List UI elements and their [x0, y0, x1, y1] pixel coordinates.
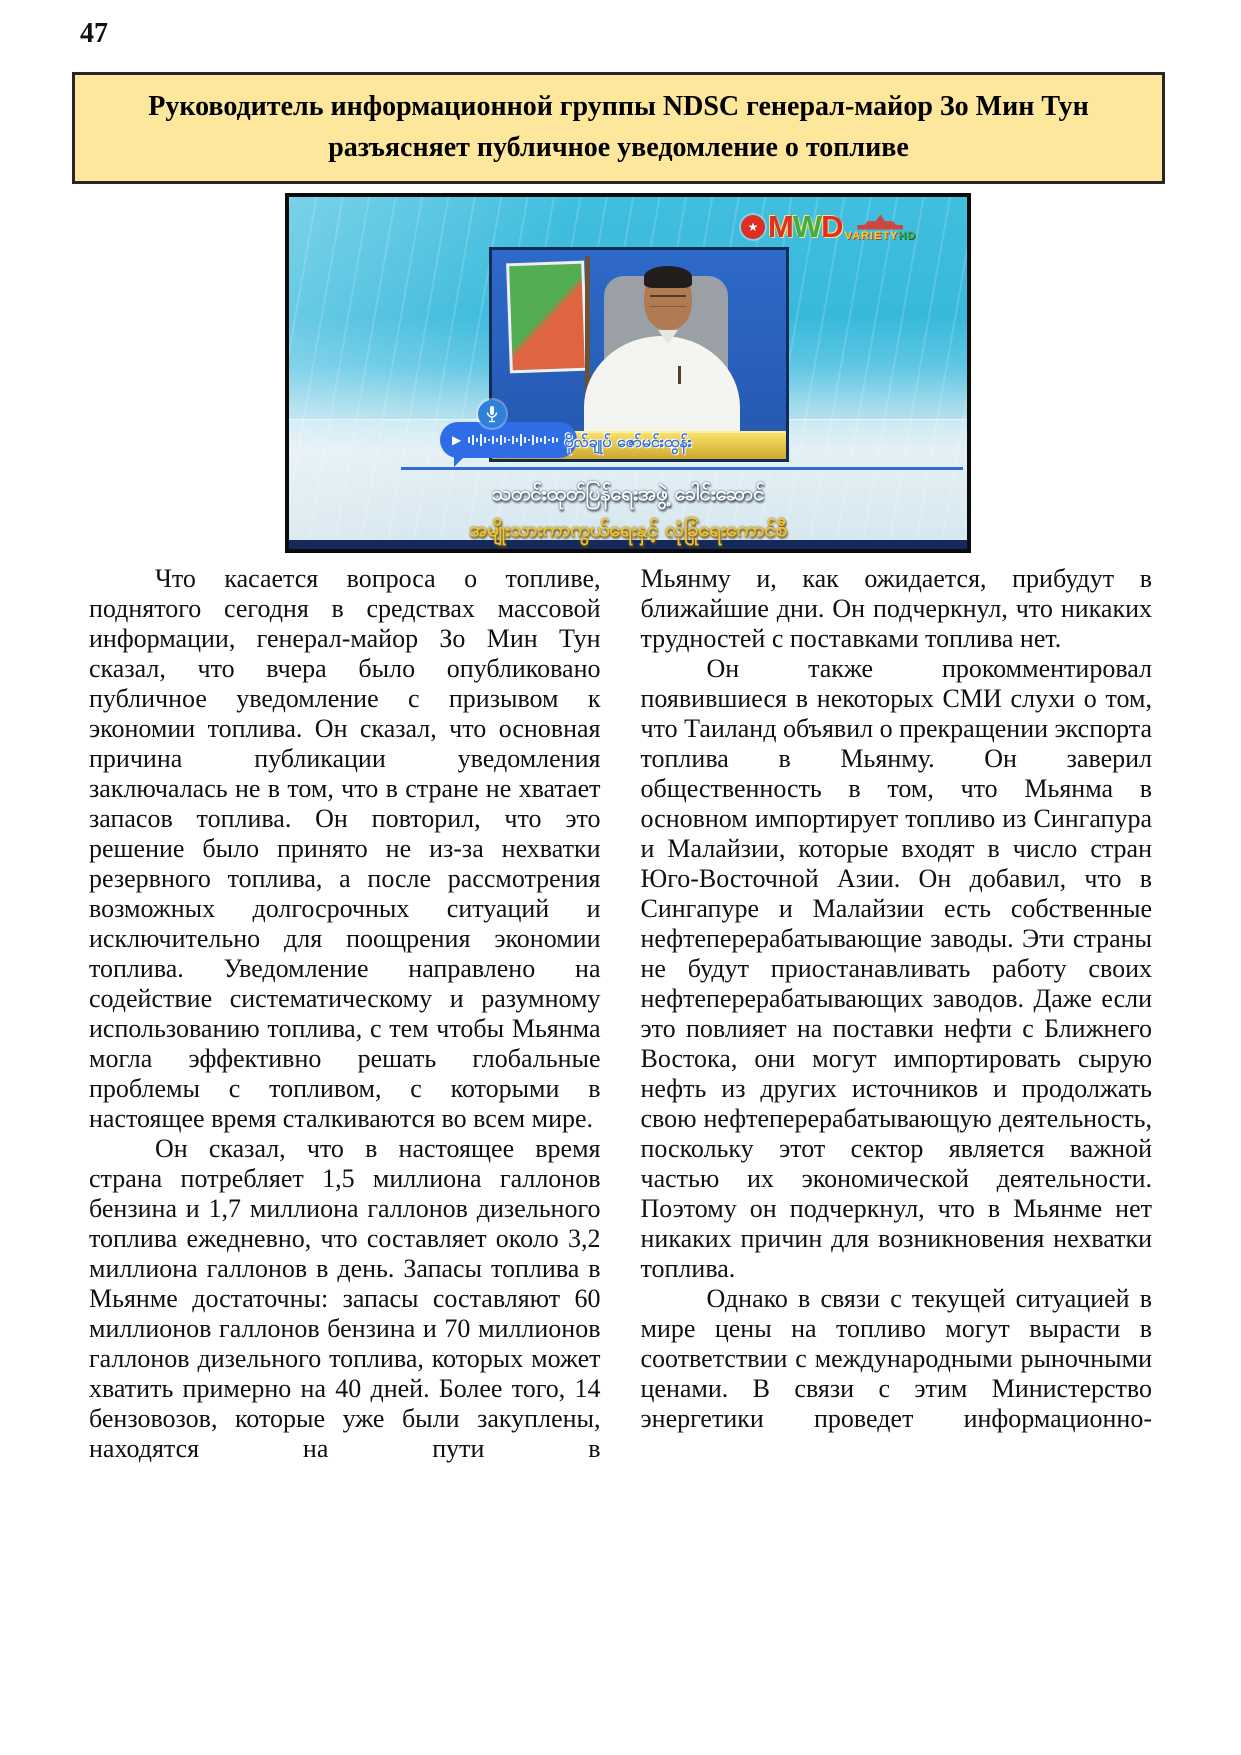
article-column-right: [641, 564, 1153, 1464]
broadcaster-name: [768, 209, 842, 245]
caption-speaker-name: ဗိုလ်ချုပ် ဇော်မင်းထွန်း: [564, 432, 692, 451]
article-title: [75, 75, 1162, 168]
paragraph: Однако в связи с текущей ситуацией в мире цены на топливо могут вырасти в соответствии с международными рыночными ценами. В связи с этим Министерство энергетики проведет информационно-: [640, 1284, 1152, 1433]
flag: [506, 261, 588, 374]
microphone-glyph: [485, 405, 499, 423]
spokesperson-glasses: [650, 295, 686, 307]
logo-variety-block: [844, 215, 916, 242]
paragraph: Что касается вопроса о топливе, поднятого сегодня в средствах массовой информации, генерал-майор Зо Мин Тун сказал, что вчера было опубликовано публичное уведомление с призывом к экономии топлива. Он сказал, что основная причина публикации уведомления заключалась не в том, что в стране не хватает запасов топлива. Он повторил, что это решение было принято не из-за нехватки резервного топлива, а после рассмотрения возможных долгосрочных ситуаций и исключительно для поощрения экономии топлива. Уведомление направлено на содействие систематическому и разумному использованию топлива, с тем чтобы Мьянма могла эффективно решать глобальные проблемы с топливом, с которыми в настоящее время сталкиваются во всем мире.: [89, 564, 601, 1133]
logo-variety-label: VARIETY: [844, 229, 899, 242]
title-banner: [72, 72, 1165, 184]
spokesperson-hair: [644, 266, 692, 288]
article-body: [89, 564, 1152, 1464]
broadcaster-logo: [741, 209, 916, 245]
page-number: 47: [80, 18, 108, 49]
logo-letter-w: W: [792, 209, 822, 244]
star-icon: ★: [741, 215, 765, 239]
caption-role: သတင်းထုတ်ပြန်ရေးအဖွဲ့ ခေါင်းဆောင်: [491, 481, 765, 505]
spokesperson-pen: [678, 366, 681, 384]
article-title-line-1: Руководитель информационной группы NDSC генерал-майор Зо Мин Тун: [148, 91, 1089, 122]
caption-divider-line: [401, 467, 963, 470]
pagoda-icon: [857, 215, 903, 230]
logo-letter-d: D: [821, 209, 843, 244]
tv-screenshot: [285, 193, 971, 553]
paragraph: Он также прокомментировал появившиеся в некоторых СМИ слухи о том, что Таиланд объявил о прекращении экспорта топлива в Мьянму. Он заверил общественность в том, что Мьянма в основном импортирует топливо из Сингапура и Малайзии, которые входят в число стран Юго-Восточной Азии. Он добавил, что в Сингапуре и Малайзии есть собственные нефтеперерабатывающие заводы. Эти страны не будут приостанавливать работу своих нефтеперерабатывающих заводов. Даже если это повлияет на поставки нефти с Ближнего Востока, они могут импортировать сырую нефть из других источников и продолжать свою нефтеперерабатывающую деятельность, поскольку этот сектор является важной частью их экономической деятельности. Поэтому он подчеркнул, что в Мьянме нет никаких причин для возникновения нехватки топлива.: [640, 654, 1152, 1283]
paragraph: Мьянму и, как ожидается, прибудут в ближайшие дни. Он подчеркнул, что никаких трудностей с поставками топлива нет.: [640, 564, 1152, 653]
logo-letter-m: M: [768, 209, 793, 244]
play-icon: ▶: [452, 433, 462, 447]
microphone-icon: [478, 400, 506, 428]
article-column-left: [89, 564, 601, 1464]
logo-hd-label: HD: [898, 229, 917, 242]
logo-variety-row: [844, 230, 916, 242]
caption-organization: အမျိုးသားကာကွယ်ရေးနှင့် လုံခြုံရေးကောင်စီ: [469, 517, 787, 541]
article-title-line-2: разъясняет публичное уведомление о топливе: [328, 132, 909, 163]
paragraph: Он сказал, что в настоящее время страна потребляет 1,5 миллиона галлонов бензина и 1,7 миллиона галлонов дизельного топлива ежедневно, что составляет около 3,2 миллиона галлонов в день. Запасы топлива в Мьянме достаточны: запасы составляют 60 миллионов галлонов бензина и 70 миллионов галлонов дизельного топлива, которых может хватить примерно на 40 дней. Более того, 14 бензовозов, которые уже были закуплены, находятся на пути в: [89, 1134, 601, 1463]
